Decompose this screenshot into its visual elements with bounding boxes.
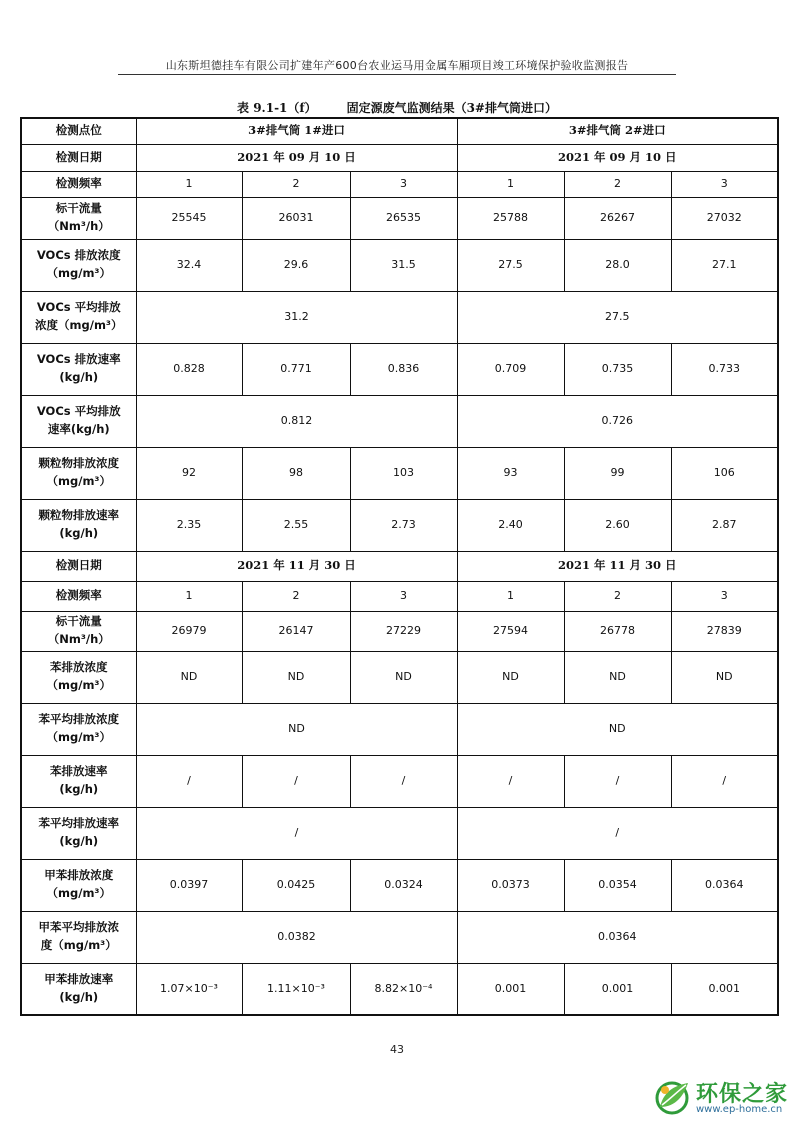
parameter-label	[21, 395, 136, 447]
average-value: 0.726	[457, 395, 778, 447]
measurement-value: ND	[457, 651, 564, 703]
frequency-row	[21, 581, 778, 611]
measurement-value: 2.87	[671, 499, 778, 551]
parameter-label-line: VOCs 平均排放	[36, 300, 121, 315]
data-row	[21, 239, 778, 291]
parameter-label-line: 甲苯排放速率	[44, 971, 114, 986]
parameter-label-line: 颗粒物排放速率	[38, 508, 119, 523]
parameter-label-line: 苯平均排放速率	[38, 816, 119, 831]
frequency-value: 1	[136, 171, 242, 197]
measurement-value: 8.82×10⁻⁴	[350, 963, 457, 1015]
parameter-label-line: 标干流量	[55, 614, 102, 629]
watermark-logo	[652, 1077, 792, 1121]
date-row	[21, 551, 778, 581]
parameter-label	[21, 703, 136, 755]
frequency-value: 1	[136, 581, 242, 611]
monitoring-results-table	[20, 117, 779, 1016]
measurement-value: 2.73	[350, 499, 457, 551]
measurement-value: 0.001	[564, 963, 671, 1015]
frequency-value: 2	[564, 581, 671, 611]
measurement-value: 0.733	[671, 343, 778, 395]
measurement-value: 92	[136, 447, 242, 499]
parameter-label	[21, 499, 136, 551]
frequency-label: 检测频率	[21, 171, 136, 197]
measurement-value: 0.0324	[350, 859, 457, 911]
parameter-label-line: （mg/m³）	[46, 886, 111, 900]
parameter-label-line: 甲苯排放浓度	[44, 868, 114, 883]
average-value: /	[136, 807, 457, 859]
parameter-label	[21, 859, 136, 911]
frequency-value: 3	[350, 581, 457, 611]
site2-header: 3#排气筒 2#进口	[457, 118, 778, 144]
date-value: 2021 年 09 月 10 日	[136, 144, 457, 171]
measurement-value: /	[457, 755, 564, 807]
parameter-label-line: 颗粒物排放浓度	[38, 456, 119, 471]
parameter-label-line: 苯平均排放浓度	[38, 712, 119, 727]
measurement-value: 2.55	[242, 499, 350, 551]
parameter-label-line: 速率(kg/h)	[47, 422, 110, 436]
data-row	[21, 197, 778, 239]
parameter-label-line: VOCs 平均排放	[36, 404, 121, 419]
leaf-logo-icon	[652, 1077, 692, 1117]
parameter-label-line: (kg/h)	[59, 834, 99, 848]
measurement-value: 0.0425	[242, 859, 350, 911]
measurement-value: 26147	[242, 611, 350, 651]
parameter-label-line: （mg/m³）	[46, 474, 111, 488]
data-row	[21, 651, 778, 703]
measurement-value: ND	[350, 651, 457, 703]
measurement-value: 1.11×10⁻³	[242, 963, 350, 1015]
measurement-value: 106	[671, 447, 778, 499]
measurement-value: 27.5	[457, 239, 564, 291]
parameter-label-line: VOCs 排放浓度	[36, 248, 121, 263]
average-value: ND	[136, 703, 457, 755]
measurement-value: 27229	[350, 611, 457, 651]
measurement-value: /	[242, 755, 350, 807]
page-number: 43	[390, 1043, 404, 1056]
data-row	[21, 343, 778, 395]
measurement-value: 0.0373	[457, 859, 564, 911]
average-value: 0.0364	[457, 911, 778, 963]
data-row	[21, 859, 778, 911]
measurement-value: 2.40	[457, 499, 564, 551]
data-row	[21, 755, 778, 807]
frequency-label: 检测频率	[21, 581, 136, 611]
average-value: 31.2	[136, 291, 457, 343]
measurement-value: ND	[242, 651, 350, 703]
measurement-value: 2.60	[564, 499, 671, 551]
average-value: /	[457, 807, 778, 859]
parameter-label-line: 苯排放速率	[50, 764, 108, 779]
measurement-value: 27032	[671, 197, 778, 239]
parameter-label-line: VOCs 排放速率	[36, 352, 121, 367]
frequency-value: 2	[242, 581, 350, 611]
parameter-label-line: 苯排放浓度	[50, 660, 108, 675]
parameter-label	[21, 651, 136, 703]
measurement-value: /	[136, 755, 242, 807]
date-label: 检测日期	[21, 144, 136, 171]
parameter-label-line: (kg/h)	[59, 782, 99, 796]
data-row	[21, 395, 778, 447]
parameter-label	[21, 197, 136, 239]
logo-url: www.ep-home.cn	[696, 1104, 783, 1115]
data-row	[21, 447, 778, 499]
frequency-value: 2	[564, 171, 671, 197]
parameter-label	[21, 611, 136, 651]
date-value: 2021 年 11 月 30 日	[457, 551, 778, 581]
measurement-value: /	[564, 755, 671, 807]
data-row	[21, 807, 778, 859]
frequency-value: 3	[671, 581, 778, 611]
average-value: 27.5	[457, 291, 778, 343]
parameter-label-line: 度（mg/m³）	[40, 938, 117, 952]
measurement-value: 26979	[136, 611, 242, 651]
table-title: 固定源废气监测结果（3#排气筒进口）	[346, 101, 557, 115]
table-number: 表 9.1-1（f）	[237, 101, 317, 115]
measurement-value: 0.828	[136, 343, 242, 395]
data-row	[21, 291, 778, 343]
parameter-label	[21, 343, 136, 395]
data-row	[21, 911, 778, 963]
measurement-value: ND	[136, 651, 242, 703]
parameter-label-line: (kg/h)	[59, 526, 99, 540]
measurement-value: ND	[564, 651, 671, 703]
parameter-label	[21, 755, 136, 807]
parameter-label-line: 标干流量	[55, 201, 102, 216]
parameter-label-line: (kg/h)	[59, 370, 99, 384]
parameter-label	[21, 963, 136, 1015]
measurement-value: 0.001	[671, 963, 778, 1015]
measurement-value: 26031	[242, 197, 350, 239]
logo-title: 环保之家	[696, 1082, 789, 1107]
measurement-value: 0.001	[457, 963, 564, 1015]
date-row	[21, 144, 778, 171]
measurement-value: 0.0354	[564, 859, 671, 911]
frequency-value: 2	[242, 171, 350, 197]
measurement-value: 0.0364	[671, 859, 778, 911]
measurement-value: 99	[564, 447, 671, 499]
measurement-value: 0.0397	[136, 859, 242, 911]
parameter-label-line: （Nm³/h）	[47, 219, 110, 233]
date-value: 2021 年 11 月 30 日	[136, 551, 457, 581]
measurement-value: 0.771	[242, 343, 350, 395]
average-value: ND	[457, 703, 778, 755]
measurement-value: 2.35	[136, 499, 242, 551]
data-row	[21, 963, 778, 1015]
measurement-value: 0.735	[564, 343, 671, 395]
measurement-value: 27.1	[671, 239, 778, 291]
parameter-label	[21, 911, 136, 963]
parameter-label-line: 甲苯平均排放浓	[38, 920, 119, 935]
measurement-value: 98	[242, 447, 350, 499]
site-label: 检测点位	[21, 118, 136, 144]
measurement-value: 93	[457, 447, 564, 499]
parameter-label-line: （mg/m³）	[46, 678, 111, 692]
data-row	[21, 703, 778, 755]
parameter-label	[21, 291, 136, 343]
table-caption	[0, 99, 794, 116]
measurement-value: 31.5	[350, 239, 457, 291]
site-row	[21, 118, 778, 144]
measurement-value: 28.0	[564, 239, 671, 291]
measurement-value: 29.6	[242, 239, 350, 291]
measurement-value: /	[671, 755, 778, 807]
data-row	[21, 611, 778, 651]
site1-header: 3#排气筒 1#进口	[136, 118, 457, 144]
frequency-value: 1	[457, 171, 564, 197]
measurement-value: 0.709	[457, 343, 564, 395]
measurement-value: 103	[350, 447, 457, 499]
parameter-label-line: (kg/h)	[59, 989, 99, 1004]
measurement-value: ND	[671, 651, 778, 703]
average-value: 0.812	[136, 395, 457, 447]
measurement-value: 27594	[457, 611, 564, 651]
frequency-value: 3	[350, 171, 457, 197]
measurement-value: 27839	[671, 611, 778, 651]
frequency-value: 3	[671, 171, 778, 197]
measurement-value: 1.07×10⁻³	[136, 963, 242, 1015]
measurement-value: 25788	[457, 197, 564, 239]
date-value: 2021 年 09 月 10 日	[457, 144, 778, 171]
page-header: 山东斯坦德挂车有限公司扩建年产600台农业运马用金属车厢项目竣工环境保护验收监测报告	[165, 59, 629, 72]
measurement-value: 32.4	[136, 239, 242, 291]
parameter-label-line: （Nm³/h）	[47, 632, 110, 646]
data-row	[21, 499, 778, 551]
parameter-label	[21, 807, 136, 859]
measurement-value: 26535	[350, 197, 457, 239]
frequency-row	[21, 171, 778, 197]
parameter-label	[21, 447, 136, 499]
measurement-value: /	[350, 755, 457, 807]
average-value: 0.0382	[136, 911, 457, 963]
date-label: 检测日期	[21, 551, 136, 581]
measurement-value: 25545	[136, 197, 242, 239]
parameter-label-line: （mg/m³）	[46, 266, 111, 280]
measurement-value: 26778	[564, 611, 671, 651]
parameter-label-line: （mg/m³）	[46, 730, 111, 744]
measurement-value: 0.836	[350, 343, 457, 395]
header-divider	[118, 74, 676, 75]
frequency-value: 1	[457, 581, 564, 611]
parameter-label	[21, 239, 136, 291]
measurement-value: 26267	[564, 197, 671, 239]
parameter-label-line: 浓度（mg/m³）	[35, 318, 123, 332]
